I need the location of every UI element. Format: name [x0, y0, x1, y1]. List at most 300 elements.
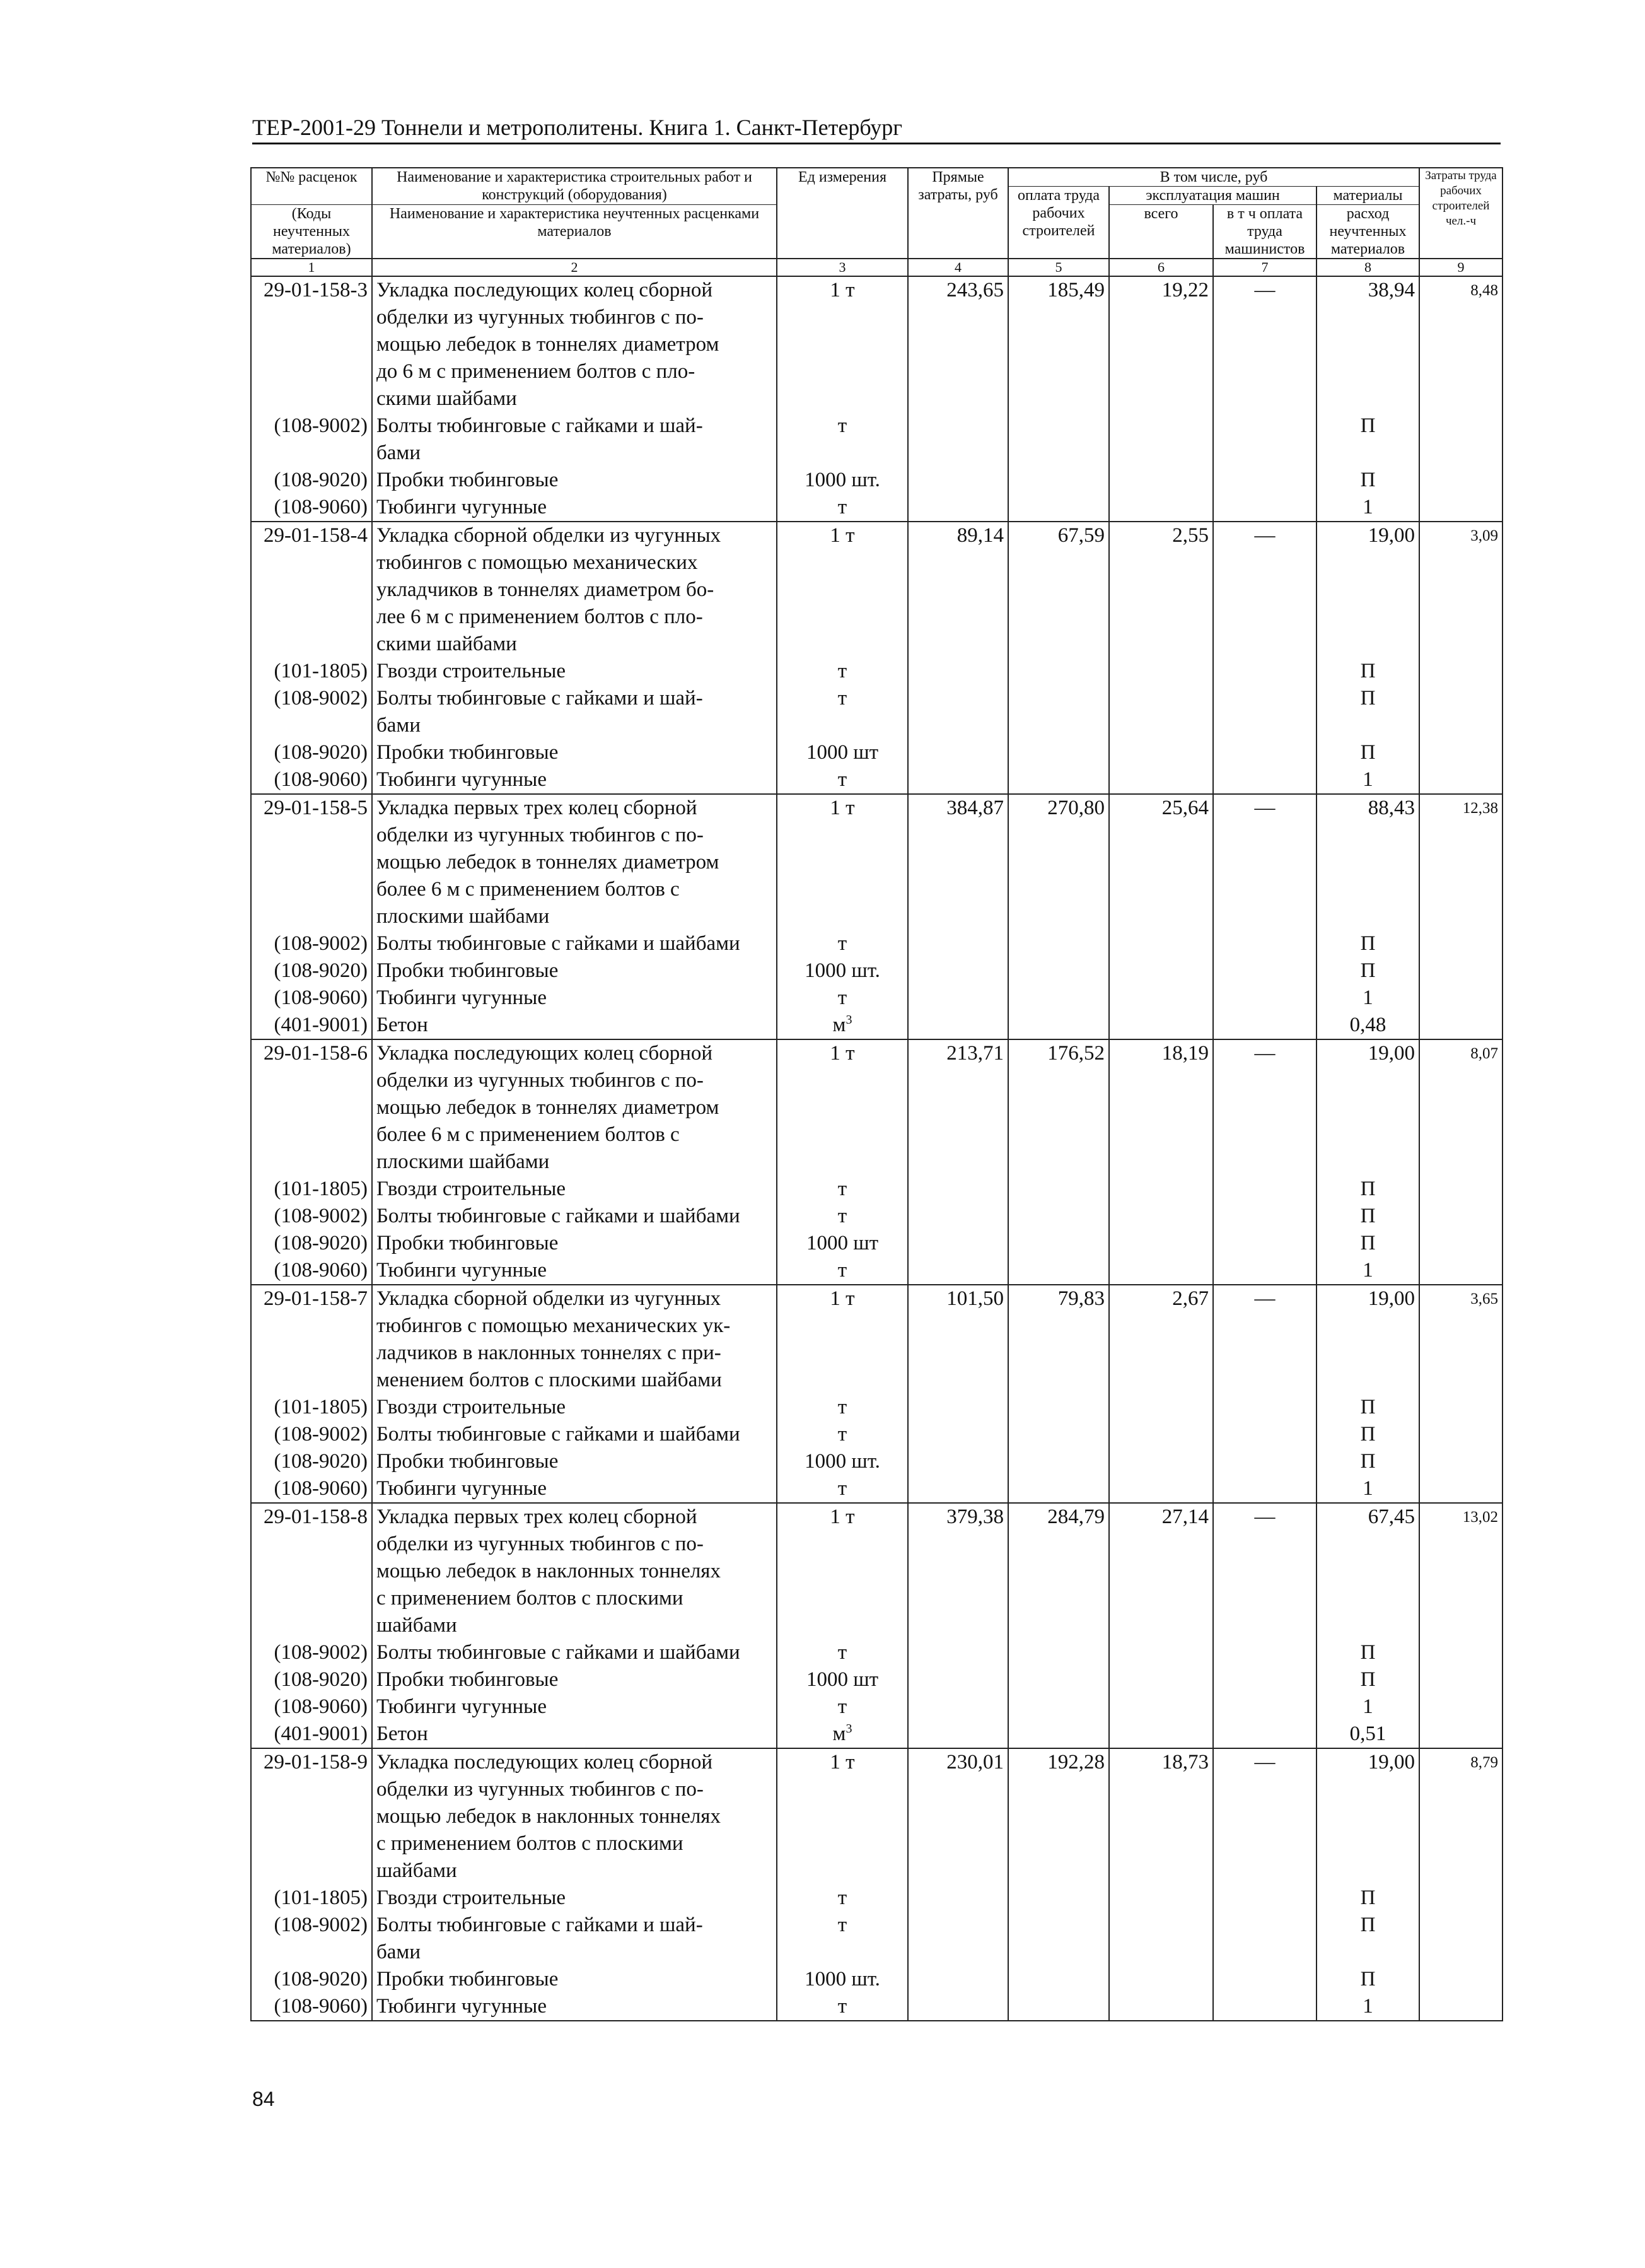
empty-cell	[1008, 1912, 1109, 1939]
empty-cell	[1109, 1776, 1213, 1803]
material-quantity: П	[1317, 1421, 1419, 1448]
material-unit-text: т	[837, 1178, 847, 1200]
rate-row	[251, 1039, 1503, 1067]
empty-cell	[1109, 358, 1213, 385]
empty-cell	[251, 549, 372, 576]
rate-name-line: шайбами	[372, 1612, 777, 1639]
page-header	[252, 114, 1501, 144]
material-name-line: Тюбинги чугунные	[372, 1257, 777, 1285]
material-unit-text: т	[837, 1423, 847, 1446]
rate-row-continuation	[251, 1857, 1503, 1885]
material-name-line: Бетон	[372, 1721, 777, 1748]
column-number-row	[251, 259, 1503, 276]
empty-cell	[777, 1585, 908, 1612]
direct-costs: 89,14	[908, 522, 1008, 549]
material-row	[251, 1966, 1503, 1993]
empty-cell	[1213, 631, 1317, 658]
material-code: (108-9020)	[251, 1230, 372, 1257]
empty-cell	[1008, 631, 1109, 658]
empty-cell	[1008, 957, 1109, 985]
rate-unit: 1 т	[777, 1285, 908, 1312]
material-name-line: Тюбинги чугунные	[372, 494, 777, 522]
rate-name-line: обделки из чугунных тюбингов с по-	[372, 304, 777, 331]
page-number: 84	[252, 2088, 275, 2110]
material-name-line: Болты тюбинговые с гайками и шай-	[372, 1912, 777, 1939]
material-quantity: П	[1317, 1666, 1419, 1693]
rate-row	[251, 1503, 1503, 1531]
material-row	[251, 1394, 1503, 1421]
machine-total: 19,22	[1109, 276, 1213, 304]
empty-cell	[777, 385, 908, 412]
empty-cell	[1213, 1149, 1317, 1176]
header-unit: Ед измерения	[777, 168, 908, 259]
machinist-pay: —	[1213, 522, 1317, 549]
empty-cell	[1109, 1993, 1213, 2021]
empty-cell	[1008, 304, 1109, 331]
empty-cell	[908, 1993, 1008, 2021]
material-code: (108-9002)	[251, 1421, 372, 1448]
empty-cell	[1109, 1149, 1213, 1176]
material-code: (101-1805)	[251, 1176, 372, 1203]
empty-cell	[908, 1939, 1008, 1966]
empty-cell	[1213, 412, 1317, 440]
labor-pay: 67,59	[1008, 522, 1109, 549]
material-row	[251, 766, 1503, 794]
empty-cell	[251, 331, 372, 358]
empty-cell	[1419, 1912, 1503, 1939]
material-quantity: П	[1317, 1912, 1419, 1939]
empty-cell	[1008, 1094, 1109, 1121]
empty-cell	[1419, 1993, 1503, 2021]
empty-cell	[1419, 685, 1503, 712]
empty-cell	[1317, 1830, 1419, 1857]
material-name-line: Тюбинги чугунные	[372, 766, 777, 794]
empty-cell	[908, 1776, 1008, 1803]
empty-cell	[251, 358, 372, 385]
material-unit-text: т	[837, 1695, 847, 1718]
empty-cell	[1008, 549, 1109, 576]
empty-cell	[1109, 1475, 1213, 1503]
material-row	[251, 1012, 1503, 1039]
empty-cell	[1213, 1639, 1317, 1666]
direct-costs: 230,01	[908, 1748, 1008, 1776]
material-name-line: Тюбинги чугунные	[372, 1693, 777, 1721]
empty-cell	[1317, 1149, 1419, 1176]
empty-cell	[908, 549, 1008, 576]
material-row	[251, 494, 1503, 522]
material-unit-text: 1000 шт.	[805, 959, 880, 982]
empty-cell	[1008, 1939, 1109, 1966]
empty-cell	[908, 1421, 1008, 1448]
empty-cell	[1008, 1966, 1109, 1993]
empty-cell	[1213, 1312, 1317, 1340]
empty-cell	[1109, 304, 1213, 331]
material-code: (108-9002)	[251, 1912, 372, 1939]
material-quantity: П	[1317, 1448, 1419, 1475]
empty-cell	[908, 930, 1008, 957]
material-unit-text: т	[837, 496, 847, 518]
material-unit	[777, 494, 908, 522]
empty-cell	[1317, 1857, 1419, 1885]
material-unit	[777, 1421, 908, 1448]
material-unit	[777, 1721, 908, 1748]
empty-cell	[777, 358, 908, 385]
material-row	[251, 658, 1503, 685]
empty-cell	[1213, 822, 1317, 849]
empty-cell	[908, 1067, 1008, 1094]
rate-unit: 1 т	[777, 276, 908, 304]
empty-cell	[1008, 1367, 1109, 1394]
material-quantity: П	[1317, 467, 1419, 494]
empty-cell	[777, 1312, 908, 1340]
empty-cell	[1213, 1394, 1317, 1421]
empty-cell	[1008, 1121, 1109, 1149]
materials-cost: 88,43	[1317, 794, 1419, 822]
material-unit	[777, 1230, 908, 1257]
empty-cell	[251, 903, 372, 930]
rate-name-line: мощью лебедок в наклонных тоннелях	[372, 1558, 777, 1585]
rate-name-line: Укладка последующих колец сборной	[372, 1748, 777, 1776]
material-code: (108-9020)	[251, 739, 372, 766]
material-unit-text: т	[837, 1477, 847, 1500]
empty-cell	[1008, 1721, 1109, 1748]
empty-cell	[1419, 1558, 1503, 1585]
header-machine-total: всего	[1109, 205, 1213, 259]
rate-code: 29-01-158-3	[251, 276, 372, 304]
material-code: (108-9060)	[251, 1993, 372, 2021]
header-direct-costs: Прямые затраты, руб	[908, 168, 1008, 259]
empty-cell	[1317, 876, 1419, 903]
material-row	[251, 712, 1503, 739]
empty-cell	[1109, 1121, 1213, 1149]
empty-cell	[908, 631, 1008, 658]
empty-cell	[1213, 1475, 1317, 1503]
empty-cell	[251, 1830, 372, 1857]
empty-cell	[1109, 1394, 1213, 1421]
empty-cell	[251, 1612, 372, 1639]
empty-cell	[908, 1475, 1008, 1503]
empty-cell	[1008, 494, 1109, 522]
rate-row-continuation	[251, 331, 1503, 358]
material-row	[251, 1257, 1503, 1285]
material-unit	[777, 685, 908, 712]
empty-cell	[251, 1094, 372, 1121]
empty-cell	[1008, 876, 1109, 903]
rate-row-continuation	[251, 604, 1503, 631]
material-name-line: бами	[372, 712, 777, 739]
empty-cell	[777, 576, 908, 604]
empty-cell	[1419, 1203, 1503, 1230]
material-code: (108-9060)	[251, 1257, 372, 1285]
empty-cell	[251, 440, 372, 467]
empty-cell	[251, 1857, 372, 1885]
material-name-line: Болты тюбинговые с гайками и шай-	[372, 412, 777, 440]
empty-cell	[908, 1012, 1008, 1039]
material-unit	[777, 1448, 908, 1475]
empty-cell	[1109, 1558, 1213, 1585]
material-unit	[777, 739, 908, 766]
material-row	[251, 1666, 1503, 1693]
rate-row	[251, 522, 1503, 549]
material-unit-text: т	[837, 1396, 847, 1418]
empty-cell	[1008, 930, 1109, 957]
empty-cell	[1008, 1803, 1109, 1830]
empty-cell	[1419, 658, 1503, 685]
material-row	[251, 930, 1503, 957]
materials-cost: 19,00	[1317, 1748, 1419, 1776]
empty-cell	[1008, 1558, 1109, 1585]
empty-cell	[1213, 930, 1317, 957]
empty-cell	[1317, 385, 1419, 412]
material-code: (108-9020)	[251, 1666, 372, 1693]
material-code: (108-9060)	[251, 494, 372, 522]
material-unit	[777, 1176, 908, 1203]
empty-cell	[1419, 1966, 1503, 1993]
empty-cell	[1008, 440, 1109, 467]
empty-cell	[908, 1312, 1008, 1340]
empty-cell	[908, 849, 1008, 876]
labor-hours: 3,09	[1419, 522, 1503, 549]
material-name-line: Пробки тюбинговые	[372, 1666, 777, 1693]
empty-cell	[908, 1340, 1008, 1367]
empty-cell	[1109, 957, 1213, 985]
empty-cell	[1317, 631, 1419, 658]
empty-cell	[908, 1966, 1008, 1993]
rate-name-line: мощью лебедок в тоннелях диаметром	[372, 1094, 777, 1121]
material-name-line: Тюбинги чугунные	[372, 1993, 777, 2021]
empty-cell	[777, 1939, 908, 1966]
empty-cell	[1317, 1531, 1419, 1558]
empty-cell	[1109, 739, 1213, 766]
rate-unit: 1 т	[777, 794, 908, 822]
empty-cell	[908, 957, 1008, 985]
empty-cell	[1419, 739, 1503, 766]
empty-cell	[1213, 766, 1317, 794]
empty-cell	[1008, 685, 1109, 712]
empty-cell	[908, 358, 1008, 385]
empty-cell	[1109, 1448, 1213, 1475]
empty-cell	[777, 440, 908, 467]
material-unit	[777, 1693, 908, 1721]
rate-unit: 1 т	[777, 1748, 908, 1776]
empty-cell	[1213, 1203, 1317, 1230]
machine-total: 2,67	[1109, 1285, 1213, 1312]
empty-cell	[1109, 876, 1213, 903]
empty-cell	[1213, 1067, 1317, 1094]
empty-cell	[251, 1558, 372, 1585]
empty-cell	[1109, 1067, 1213, 1094]
rate-name-line: с применением болтов с плоскими	[372, 1830, 777, 1857]
material-unit	[777, 1012, 908, 1039]
empty-cell	[1419, 1230, 1503, 1257]
empty-cell	[1419, 1448, 1503, 1475]
empty-cell	[1213, 985, 1317, 1012]
rate-name-line: Укладка последующих колец сборной	[372, 276, 777, 304]
rate-code: 29-01-158-7	[251, 1285, 372, 1312]
rate-name-line: Укладка первых трех колец сборной	[372, 1503, 777, 1531]
empty-cell	[1317, 1121, 1419, 1149]
material-unit-text: 1000 шт.	[805, 1968, 880, 1990]
empty-cell	[1109, 1666, 1213, 1693]
empty-cell	[1008, 1639, 1109, 1666]
empty-cell	[1213, 494, 1317, 522]
empty-cell	[908, 1094, 1008, 1121]
material-code: (108-9060)	[251, 985, 372, 1012]
rate-code: 29-01-158-5	[251, 794, 372, 822]
empty-cell	[1419, 1693, 1503, 1721]
material-unit	[777, 1639, 908, 1666]
empty-cell	[1213, 1912, 1317, 1939]
rate-row-continuation	[251, 1776, 1503, 1803]
rate-name-line: мощью лебедок в наклонных тоннелях	[372, 1803, 777, 1830]
material-quantity: П	[1317, 1885, 1419, 1912]
empty-cell	[777, 631, 908, 658]
empty-cell	[1008, 903, 1109, 930]
material-quantity: 0,48	[1317, 1012, 1419, 1039]
empty-cell	[1213, 712, 1317, 739]
rate-name-line: скими шайбами	[372, 631, 777, 658]
empty-cell	[1419, 822, 1503, 849]
empty-cell	[1317, 1340, 1419, 1367]
empty-cell	[1008, 712, 1109, 739]
rate-name-line: более 6 м с применением болтов с	[372, 876, 777, 903]
empty-cell	[1109, 1612, 1213, 1639]
empty-cell	[777, 1367, 908, 1394]
empty-cell	[1008, 358, 1109, 385]
labor-hours: 8,79	[1419, 1748, 1503, 1776]
material-name-line: Бетон	[372, 1012, 777, 1039]
rate-row-continuation	[251, 1312, 1503, 1340]
empty-cell	[1419, 1776, 1503, 1803]
empty-cell	[251, 1776, 372, 1803]
empty-cell	[777, 549, 908, 576]
materials-cost: 67,45	[1317, 1503, 1419, 1531]
material-quantity: П	[1317, 1966, 1419, 1993]
material-name-line: Болты тюбинговые с гайками и шайбами	[372, 930, 777, 957]
rate-row-continuation	[251, 631, 1503, 658]
empty-cell	[908, 658, 1008, 685]
empty-cell	[908, 467, 1008, 494]
empty-cell	[1419, 604, 1503, 631]
empty-cell	[908, 576, 1008, 604]
empty-cell	[1109, 1257, 1213, 1285]
empty-cell	[1213, 1367, 1317, 1394]
material-unit	[777, 1666, 908, 1693]
material-name-line: Гвозди строительные	[372, 1176, 777, 1203]
machinist-pay: —	[1213, 1285, 1317, 1312]
empty-cell	[1419, 1885, 1503, 1912]
material-name-line: Пробки тюбинговые	[372, 957, 777, 985]
direct-costs: 213,71	[908, 1039, 1008, 1067]
empty-cell	[1008, 1830, 1109, 1857]
rate-name-line: шайбами	[372, 1857, 777, 1885]
material-quantity: 1	[1317, 1693, 1419, 1721]
empty-cell	[1213, 1230, 1317, 1257]
rate-unit: 1 т	[777, 1503, 908, 1531]
rate-unit: 1 т	[777, 1039, 908, 1067]
empty-cell	[777, 304, 908, 331]
empty-cell	[251, 876, 372, 903]
empty-cell	[1419, 385, 1503, 412]
material-quantity: П	[1317, 930, 1419, 957]
rate-row-continuation	[251, 1340, 1503, 1367]
material-unit	[777, 1394, 908, 1421]
empty-cell	[1317, 440, 1419, 467]
empty-cell	[1109, 1857, 1213, 1885]
material-row	[251, 1421, 1503, 1448]
empty-cell	[1109, 467, 1213, 494]
material-quantity: 1	[1317, 985, 1419, 1012]
empty-cell	[251, 1312, 372, 1340]
rate-name-line: плоскими шайбами	[372, 1149, 777, 1176]
empty-cell	[1109, 1966, 1213, 1993]
header-work-name: Наименование и характеристика строительных работ и конструкций (оборудования)	[372, 168, 777, 205]
empty-cell	[1317, 903, 1419, 930]
rate-row-continuation	[251, 1531, 1503, 1558]
empty-cell	[1008, 1312, 1109, 1340]
empty-cell	[1419, 1067, 1503, 1094]
rate-name-line: укладчиков в тоннелях диаметром бо-	[372, 576, 777, 604]
rate-name-line: обделки из чугунных тюбингов с по-	[372, 1776, 777, 1803]
material-quantity: П	[1317, 739, 1419, 766]
empty-cell	[908, 822, 1008, 849]
empty-cell	[1213, 1176, 1317, 1203]
empty-cell	[1317, 849, 1419, 876]
empty-cell	[777, 1094, 908, 1121]
rate-name-line: мощью лебедок в тоннелях диаметром	[372, 331, 777, 358]
empty-cell	[908, 412, 1008, 440]
rate-name-line: с применением болтов с плоскими	[372, 1585, 777, 1612]
material-code: (108-9020)	[251, 957, 372, 985]
empty-cell	[1419, 1394, 1503, 1421]
empty-cell	[1109, 440, 1213, 467]
material-quantity: П	[1317, 685, 1419, 712]
material-code: (108-9002)	[251, 1639, 372, 1666]
rate-name-line: тюбингов с помощью механических	[372, 549, 777, 576]
rate-row	[251, 1748, 1503, 1776]
empty-cell	[1213, 1421, 1317, 1448]
empty-cell	[908, 1612, 1008, 1639]
material-row	[251, 1912, 1503, 1939]
empty-cell	[777, 1149, 908, 1176]
empty-cell	[1008, 1340, 1109, 1367]
machinist-pay: —	[1213, 1039, 1317, 1067]
empty-cell	[777, 1067, 908, 1094]
empty-cell	[1008, 766, 1109, 794]
material-code: (101-1805)	[251, 658, 372, 685]
empty-cell	[1109, 331, 1213, 358]
empty-cell	[1419, 412, 1503, 440]
column-number: 7	[1213, 259, 1317, 276]
rate-row-continuation	[251, 903, 1503, 930]
empty-cell	[1109, 1639, 1213, 1666]
direct-costs: 379,38	[908, 1503, 1008, 1531]
empty-cell	[1008, 1585, 1109, 1612]
empty-cell	[1213, 876, 1317, 903]
material-name-line: Тюбинги чугунные	[372, 1475, 777, 1503]
empty-cell	[1008, 1885, 1109, 1912]
empty-cell	[908, 1230, 1008, 1257]
empty-cell	[1213, 1558, 1317, 1585]
empty-cell	[1109, 412, 1213, 440]
rate-row-continuation	[251, 1121, 1503, 1149]
material-unit-text: т	[837, 1641, 847, 1664]
rate-name-line: до 6 м с применением болтов с пло-	[372, 358, 777, 385]
rate-row-continuation	[251, 1067, 1503, 1094]
material-row	[251, 1230, 1503, 1257]
labor-hours: 3,65	[1419, 1285, 1503, 1312]
empty-cell	[908, 985, 1008, 1012]
